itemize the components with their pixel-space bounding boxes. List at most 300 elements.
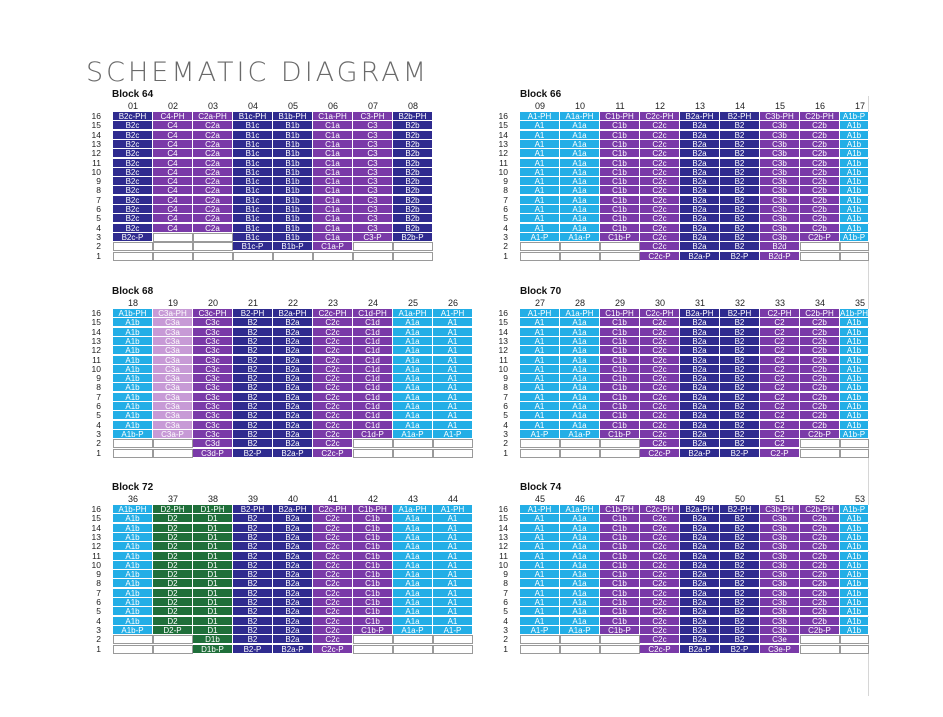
row-number: 11	[499, 157, 508, 168]
grid-cell: B2a	[273, 393, 313, 402]
row-number: 5	[503, 213, 508, 224]
grid-cell: A1b	[113, 402, 153, 411]
grid-cell: C2b	[800, 421, 840, 430]
grid-cell: B2a	[680, 168, 720, 177]
empty-slot	[840, 449, 869, 458]
grid-cell: A1-P	[433, 430, 473, 439]
empty-slot	[520, 635, 560, 644]
grid-cell: C2b	[800, 561, 840, 570]
grid-cell: C1a-PH	[313, 112, 353, 121]
grid-cell: C3	[353, 205, 393, 214]
grid-cell: A1a	[560, 168, 600, 177]
grid-cell: C3b	[760, 233, 800, 242]
grid-cell: A1a	[560, 356, 600, 365]
grid-cell: C3	[353, 140, 393, 149]
grid-cell: A1b	[840, 383, 869, 392]
row-number: 12	[498, 345, 508, 356]
empty-slot	[520, 439, 560, 448]
empty-slot	[393, 242, 433, 251]
grid-cell: B1c	[233, 224, 273, 233]
row-number: 10	[498, 559, 508, 570]
grid-cell: A1b-PH	[113, 505, 153, 514]
grid-cell: C1b	[600, 374, 640, 383]
grid-cell: C2c	[640, 430, 680, 439]
grid-cell: B2	[720, 439, 760, 448]
grid-cell: C2c	[640, 131, 680, 140]
grid-cell: C3a	[153, 318, 193, 327]
grid-cell: C3b	[760, 131, 800, 140]
grid-cell: A1	[520, 328, 560, 337]
grid-cell: D1	[193, 607, 233, 616]
grid-cell: C1b	[600, 318, 640, 327]
grid-cell: B2a	[680, 579, 720, 588]
grid-cell: B2c	[113, 214, 153, 223]
grid-cell: B2a	[273, 524, 313, 533]
grid-cell: C1a	[313, 214, 353, 223]
grid-cell: B2a-PH	[680, 505, 720, 514]
grid-cell: B1b	[273, 168, 313, 177]
column-number: 02	[167, 101, 178, 111]
grid-cell: B1b	[273, 159, 313, 168]
grid-cell: A1	[520, 224, 560, 233]
row-number: 8	[96, 578, 101, 589]
grid-cell: B2-PH	[233, 309, 273, 318]
row-number: 3	[96, 231, 101, 242]
column-number: 07	[367, 101, 378, 111]
column-number: 50	[734, 494, 745, 504]
empty-slot	[520, 252, 560, 261]
grid-cell: C3b	[760, 524, 800, 533]
grid-cell: B2a	[680, 402, 720, 411]
grid-cell: C1b	[353, 524, 393, 533]
grid-cell: B2b	[393, 177, 433, 186]
column-number: 09	[534, 101, 545, 111]
grid-cell: C2c	[640, 542, 680, 551]
grid-cell: A1a	[560, 552, 600, 561]
column-number: 34	[814, 298, 825, 308]
grid-cell: C3c	[193, 356, 233, 365]
grid-cell: D1	[193, 514, 233, 523]
grid-cell: A1b	[113, 542, 153, 551]
grid-cell: B2a	[680, 186, 720, 195]
grid-cell: C1a	[313, 149, 353, 158]
grid-cell: A1a	[393, 346, 433, 355]
grid-cell: C1d	[353, 328, 393, 337]
grid-cell: B2a	[680, 205, 720, 214]
grid-cell: D1	[193, 598, 233, 607]
grid-cell: A1	[433, 542, 473, 551]
grid-cell: B2a	[680, 177, 720, 186]
grid-cell: B2a	[680, 196, 720, 205]
grid-cell: A1b-P	[113, 430, 153, 439]
grid-cell: B2a	[273, 533, 313, 542]
empty-slot	[433, 635, 473, 644]
row-number: 10	[91, 559, 101, 570]
grid-cell: C2c	[640, 626, 680, 635]
grid-cell: A1a	[393, 561, 433, 570]
grid-cell: B2	[720, 542, 760, 551]
grid-cell: A1b	[840, 570, 869, 579]
grid-cell: C2b	[800, 533, 840, 542]
grid-cell: A1a-P	[560, 430, 600, 439]
column-number: 01	[127, 101, 138, 111]
row-number: 13	[498, 335, 508, 346]
grid-cell: A1a	[560, 402, 600, 411]
grid-cell: A1	[433, 383, 473, 392]
grid-cell: B2	[233, 337, 273, 346]
grid-cell: A1b	[113, 318, 153, 327]
column-number: 11	[615, 101, 625, 111]
grid-cell: C2b	[800, 607, 840, 616]
empty-slot	[520, 449, 560, 458]
empty-slot	[193, 242, 233, 251]
grid-cell: C2c	[313, 617, 353, 626]
grid-cell: C2b-P	[800, 626, 840, 635]
grid-cell: C3b	[760, 598, 800, 607]
row-number: 11	[499, 550, 508, 561]
column-number: 27	[534, 298, 545, 308]
grid-cell: A1a	[560, 159, 600, 168]
grid-cell: A1b	[113, 598, 153, 607]
row-number: 1	[503, 447, 508, 458]
grid-cell: B2a	[680, 598, 720, 607]
grid-cell: B2a-PH	[273, 309, 313, 318]
grid-cell: A1a	[393, 607, 433, 616]
grid-cell: D1	[193, 533, 233, 542]
grid-cell: C3a-P	[153, 430, 193, 439]
grid-cell: C2c	[640, 177, 680, 186]
grid-cell: B1c	[233, 140, 273, 149]
row-number: 15	[91, 317, 101, 328]
empty-slot	[193, 252, 233, 261]
grid-cell: B2	[233, 524, 273, 533]
empty-slot	[353, 439, 393, 448]
grid-cell: A1b	[840, 214, 869, 223]
grid-cell: B2a	[680, 242, 720, 251]
grid-cell: C3c-PH	[193, 309, 233, 318]
grid-cell: B2	[233, 411, 273, 420]
grid-cell: C3b	[760, 570, 800, 579]
grid-cell: C2	[760, 356, 800, 365]
row-number: 12	[91, 345, 101, 356]
grid-cell: C1d	[353, 374, 393, 383]
grid-cell: C1a	[313, 131, 353, 140]
grid-cell: A1a	[393, 552, 433, 561]
grid-cell: A1	[520, 168, 560, 177]
grid-cell: C1b	[600, 402, 640, 411]
grid-cell: B2	[233, 374, 273, 383]
row-number: 13	[498, 531, 508, 542]
grid-cell: A1	[520, 570, 560, 579]
grid-cell: B2-PH	[720, 309, 760, 318]
grid-cell: C2a	[193, 168, 233, 177]
grid-cell: A1b	[840, 542, 869, 551]
grid-cell: C1a	[313, 177, 353, 186]
grid-cell: C4	[153, 131, 193, 140]
row-number: 1	[503, 250, 508, 261]
grid-cell: C1d	[353, 346, 393, 355]
grid-cell: C1d	[353, 318, 393, 327]
grid-cell: C3c	[193, 393, 233, 402]
grid-cell: B1b-PH	[273, 112, 313, 121]
grid-cell: C1b	[600, 224, 640, 233]
grid-cell: C1b	[600, 589, 640, 598]
grid-cell: B2	[233, 430, 273, 439]
grid-cell: B2	[720, 168, 760, 177]
grid-cell: A1	[433, 318, 473, 327]
grid-cell: B2	[720, 411, 760, 420]
empty-slot	[433, 449, 473, 458]
grid-cell: C2c-PH	[313, 309, 353, 318]
grid-cell: B2	[720, 121, 760, 130]
grid-cell: C4	[153, 149, 193, 158]
grid-cell: C3b	[760, 552, 800, 561]
row-number: 1	[96, 447, 101, 458]
grid-cell: B2c	[113, 159, 153, 168]
grid-cell: B2b	[393, 140, 433, 149]
grid-cell: B2	[720, 196, 760, 205]
grid-cell: C2a	[193, 149, 233, 158]
grid-cell: A1b	[113, 346, 153, 355]
grid-cell: C2c	[313, 579, 353, 588]
grid-cell: C3c	[193, 328, 233, 337]
column-number: 39	[247, 494, 258, 504]
grid-cell: C3b	[760, 186, 800, 195]
empty-slot	[600, 439, 640, 448]
grid-cell: B2b	[393, 196, 433, 205]
grid-cell: C2c	[640, 168, 680, 177]
grid-cell: C1b	[353, 542, 393, 551]
grid-cell: A1a	[393, 533, 433, 542]
grid-cell: B2	[720, 365, 760, 374]
empty-slot	[600, 635, 640, 644]
empty-slot	[560, 635, 600, 644]
grid-cell: B1b	[273, 149, 313, 158]
grid-cell: B1b	[273, 186, 313, 195]
block-label: Block 72	[112, 482, 154, 493]
grid-cell: A1a	[560, 131, 600, 140]
grid-cell: B2a-P	[680, 252, 720, 261]
grid-cell: C4	[153, 159, 193, 168]
grid-cell: A1b-PH	[840, 309, 869, 318]
grid-cell: A1a	[393, 374, 433, 383]
row-number: 15	[498, 317, 508, 328]
grid-cell: A1b	[113, 524, 153, 533]
grid-cell: C2b	[800, 131, 840, 140]
grid-cell: A1a-P	[393, 430, 433, 439]
row-number: 6	[96, 401, 101, 411]
grid-cell: A1a	[393, 383, 433, 392]
row-number: 12	[498, 148, 508, 159]
grid-cell: C3b	[760, 149, 800, 158]
grid-cell: C3c	[193, 430, 233, 439]
grid-cell: B2	[720, 524, 760, 533]
grid-cell: C3d	[193, 439, 233, 448]
grid-cell: A1a	[393, 421, 433, 430]
grid-cell: B2a	[273, 365, 313, 374]
grid-cell: A1	[433, 579, 473, 588]
grid-cell: A1	[433, 617, 473, 626]
column-number: 52	[814, 494, 825, 504]
grid-cell: A1b	[840, 356, 869, 365]
grid-cell: A1	[520, 214, 560, 223]
column-number: 40	[287, 494, 298, 504]
grid-cell: C3b	[760, 607, 800, 616]
grid-cell: B2	[720, 374, 760, 383]
grid-cell: B1b	[273, 205, 313, 214]
grid-cell: B2a	[273, 607, 313, 616]
grid-cell: A1a	[560, 177, 600, 186]
grid-cell: B2a	[680, 233, 720, 242]
row-number: 9	[503, 176, 508, 187]
empty-slot	[113, 449, 153, 458]
grid-cell: C3-P	[353, 233, 393, 242]
grid-cell: C2b	[800, 214, 840, 223]
grid-cell: C1d-PH	[353, 309, 393, 318]
empty-slot	[353, 242, 393, 251]
grid-cell: B2a	[680, 524, 720, 533]
grid-cell: C2c	[313, 542, 353, 551]
grid-cell: C1b	[600, 561, 640, 570]
grid-cell: A1a	[560, 383, 600, 392]
grid-cell: C4	[153, 121, 193, 130]
grid-cell: B2a	[680, 346, 720, 355]
grid-cell: C3b	[760, 561, 800, 570]
grid-cell: A1	[520, 205, 560, 214]
grid-cell: B1b-P	[273, 242, 313, 251]
grid-cell: C2b	[800, 514, 840, 523]
grid-cell: B2c	[113, 140, 153, 149]
column-number: 47	[614, 494, 625, 504]
grid-cell: A1a	[560, 421, 600, 430]
row-number: 11	[92, 550, 101, 561]
grid-cell: A1b	[113, 514, 153, 523]
grid-cell: C2-PH	[760, 309, 800, 318]
grid-cell: A1	[520, 589, 560, 598]
grid-cell: C1b	[600, 337, 640, 346]
column-number: 24	[367, 298, 378, 308]
empty-slot	[113, 645, 153, 654]
grid-cell: B2b	[393, 131, 433, 140]
grid-cell: B2b	[393, 121, 433, 130]
empty-slot	[600, 645, 640, 654]
grid-cell: C2c	[313, 328, 353, 337]
grid-cell: C3c	[193, 365, 233, 374]
grid-cell: C3c	[193, 383, 233, 392]
grid-cell: A1a-P	[560, 233, 600, 242]
grid-cell: C2c	[640, 552, 680, 561]
grid-cell: A1a	[560, 411, 600, 420]
grid-cell: A1a	[560, 533, 600, 542]
grid-cell: C3e	[760, 635, 800, 644]
grid-cell: C1b	[600, 570, 640, 579]
grid-cell: C1b	[600, 533, 640, 542]
row-number: 6	[96, 597, 101, 607]
grid-cell: A1b	[113, 617, 153, 626]
grid-cell: B2-PH	[720, 505, 760, 514]
grid-cell: C2c	[640, 514, 680, 523]
grid-cell: A1	[433, 365, 473, 374]
grid-cell: B2c	[113, 131, 153, 140]
grid-cell: C2c	[640, 356, 680, 365]
grid-cell: D2	[153, 570, 193, 579]
grid-cell: B2a	[273, 598, 313, 607]
grid-cell: B2	[720, 579, 760, 588]
grid-cell: C1d	[353, 365, 393, 374]
grid-cell: A1a	[560, 598, 600, 607]
grid-cell: C2c	[640, 346, 680, 355]
empty-slot	[840, 252, 869, 261]
grid-cell: C2c	[313, 570, 353, 579]
grid-cell: A1a	[560, 365, 600, 374]
grid-cell: C1b	[353, 570, 393, 579]
row-number: 15	[498, 513, 508, 524]
grid-cell: C1b	[600, 121, 640, 130]
column-number: 35	[854, 298, 865, 308]
grid-cell: A1b	[113, 328, 153, 337]
grid-cell: C2-P	[760, 449, 800, 458]
grid-cell: C2a	[193, 196, 233, 205]
grid-cell: A1	[520, 607, 560, 616]
grid-cell: C1b-PH	[600, 505, 640, 514]
grid-cell: C2c-P	[313, 645, 353, 654]
grid-cell: A1	[520, 542, 560, 551]
grid-cell: C1b-PH	[353, 505, 393, 514]
grid-cell: A1b	[840, 149, 869, 158]
row-number: 16	[91, 308, 101, 318]
grid-cell: C2c	[313, 533, 353, 542]
grid-cell: D1	[193, 524, 233, 533]
grid-cell: A1b	[113, 337, 153, 346]
grid-cell: C2c	[313, 337, 353, 346]
grid-cell: B2a	[273, 617, 313, 626]
empty-slot	[393, 252, 433, 261]
grid-cell: C2c	[640, 337, 680, 346]
grid-cell: C1d	[353, 337, 393, 346]
grid-cell: A1a	[560, 346, 600, 355]
row-number: 3	[96, 428, 101, 439]
grid-cell: C2b	[800, 186, 840, 195]
row-number: 14	[91, 129, 101, 140]
grid-cell: B2	[720, 337, 760, 346]
grid-cell: B2a	[273, 328, 313, 337]
empty-slot	[600, 242, 640, 251]
column-number: 42	[367, 494, 378, 504]
grid-cell: A1b-P	[840, 112, 869, 121]
grid-cell: B2c	[113, 149, 153, 158]
grid-cell: C4	[153, 140, 193, 149]
row-number: 12	[91, 148, 101, 159]
grid-cell: C2c	[313, 439, 353, 448]
grid-cell: B2c	[113, 177, 153, 186]
grid-cell: B2a-PH	[273, 505, 313, 514]
column-number: 26	[447, 298, 458, 308]
grid-cell: B1b	[273, 177, 313, 186]
grid-cell: A1a	[560, 514, 600, 523]
row-number: 6	[503, 597, 508, 607]
grid-cell: B2	[720, 589, 760, 598]
empty-slot	[393, 449, 433, 458]
empty-slot	[560, 242, 600, 251]
empty-slot	[560, 439, 600, 448]
grid-cell: C2c	[640, 318, 680, 327]
grid-cell: B2c-P	[113, 233, 153, 242]
grid-cell: B2a	[680, 131, 720, 140]
column-number: 08	[407, 101, 418, 111]
grid-cell: B2b	[393, 159, 433, 168]
column-number: 45	[534, 494, 545, 504]
grid-cell: C3b	[760, 140, 800, 149]
